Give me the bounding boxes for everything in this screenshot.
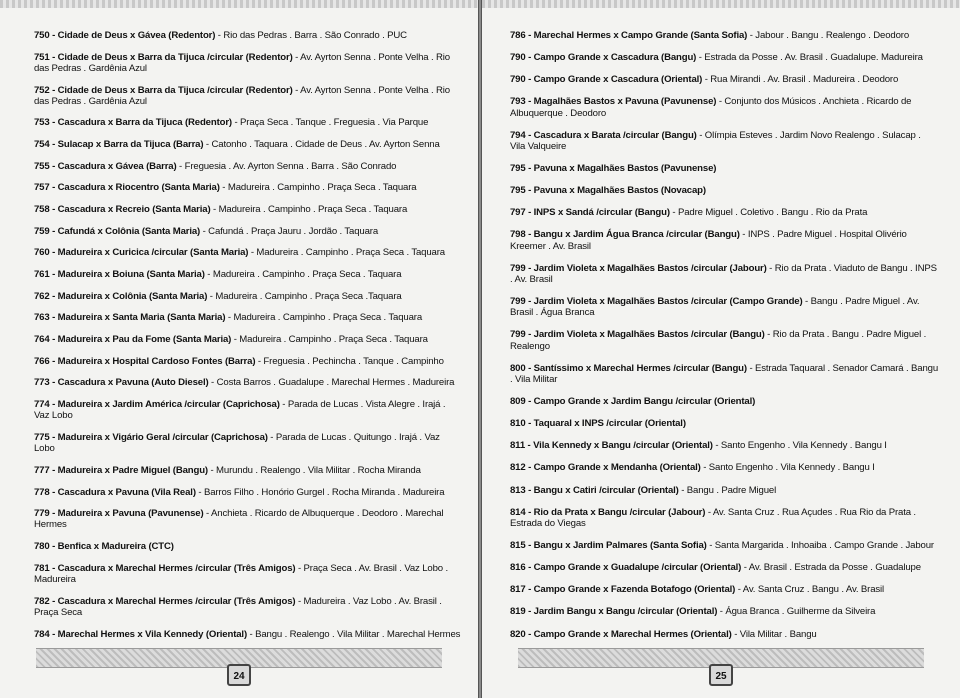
route-name: 758 - Cascadura x Recreio (Santa Maria) (34, 204, 211, 216)
route-entry (34, 541, 462, 552)
route-name: 752 - Cidade de Deus x Barra da Tijuca /circular (Redentor) (34, 84, 293, 96)
route-name: 782 - Cascadura x Marechal Hermes /circular (Três Amigos) (34, 595, 296, 607)
route-name: 760 - Madureira x Curicica /circular (Santa Maria) (34, 247, 249, 259)
route-name: 795 - Pavuna x Magalhães Bastos (Pavunense) (510, 163, 717, 175)
route-stops: - Av. Santa Cruz . Bangu . Av. Brasil (735, 584, 884, 596)
route-entry (510, 296, 938, 318)
route-entry (34, 356, 462, 367)
route-entry (34, 161, 462, 172)
route-name: 778 - Cascadura x Pavuna (Vila Real) (34, 486, 196, 498)
route-stops: - Av. Ayrton Senna . Ponte Velha . Rio das Pedras . Gardênia Azul (34, 84, 450, 107)
route-entry (34, 312, 462, 323)
route-name: 811 - Vila Kennedy x Bangu /circular (Oriental) (510, 440, 713, 452)
right-page (481, 0, 960, 698)
route-stops: - Madureira . Campinho . Praça Seca . Taquara (204, 269, 402, 281)
route-stops: - Costa Barros . Guadalupe . Marechal Hermes . Madureira (208, 377, 455, 389)
route-stops: - Av. Brasil . Estrada da Posse . Guadalupe (741, 562, 921, 574)
route-stops: - Murundu . Realengo . Vila Militar . Rocha Miranda (207, 464, 421, 476)
route-entry (510, 562, 938, 573)
route-name: 814 - Rio da Prata x Bangu /circular (Jabour) (510, 506, 706, 518)
route-name: 781 - Cascadura x Marechal Hermes /circular (Três Amigos) (34, 562, 296, 574)
route-name: 799 - Jardim Violeta x Magalhães Bastos /circular (Bangu) (510, 329, 765, 341)
route-name: 794 - Cascadura x Barata /circular (Bangu) (510, 129, 697, 141)
route-stops: - Praça Seca . Av. Brasil . Vaz Lobo . Madureira (34, 562, 448, 585)
route-stops: - Bangu . Padre Miguel . Av. Brasil . Água Branca (510, 296, 920, 319)
route-stops: - Padre Miguel . Coletivo . Bangu . Rio da Prata (669, 207, 868, 219)
route-name: 798 - Bangu x Jardim Água Branca /circular (Bangu) (510, 229, 740, 241)
route-entry (510, 396, 938, 407)
route-entry (34, 30, 462, 41)
route-entry (34, 508, 462, 530)
route-name: 819 - Jardim Bangu x Bangu /circular (Oriental) (510, 606, 718, 618)
route-name: 762 - Madureira x Colônia (Santa Maria) (34, 290, 208, 302)
route-entry (510, 540, 938, 551)
route-stops: - Madureira . Vaz Lobo . Av. Brasil . Praça Seca (34, 595, 442, 618)
route-stops: - INPS . Padre Miguel . Hospital Olivério Kreemer . Av. Brasil (510, 229, 907, 252)
route-entry (34, 629, 462, 640)
route-stops: - Água Branca . Guilherme da Silveira (717, 606, 876, 618)
route-name: 812 - Campo Grande x Mendanha (Oriental) (510, 462, 701, 474)
route-stops: - Madureira . Campinho . Praça Seca . Taquara (248, 247, 445, 259)
route-stops: - Av. Ayrton Senna . Ponte Velha . Rio das Pedras . Gardênia Azul (34, 51, 450, 74)
route-name: 820 - Campo Grande x Marechal Hermes (Oriental) (510, 628, 732, 640)
route-name: 790 - Campo Grande x Cascadura (Oriental) (510, 74, 703, 86)
route-entry (510, 606, 938, 617)
route-stops: - Vila Militar . Bangu (731, 628, 817, 640)
route-stops: - Madureira . Campinho . Praça Seca . Taquara (210, 204, 408, 216)
route-stops: - Barros Filho . Honório Gurgel . Rocha Miranda . Madureira (195, 486, 445, 498)
route-stops: - Estrada da Posse . Av. Brasil . Guadalupe. Madureira (696, 52, 923, 64)
route-list-right (510, 30, 938, 640)
route-stops: - Jabour . Bangu . Realengo . Deodoro (747, 30, 909, 41)
route-name: 817 - Campo Grande x Fazenda Botafogo (Oriental) (510, 584, 736, 596)
route-stops: - Madureira . Campinho . Praça Seca . Taquara (225, 312, 422, 324)
route-name: 800 - Santíssimo x Marechal Hermes /circular (Bangu) (510, 362, 747, 374)
route-stops: - Anchieta . Ricardo de Albuquerque . Deodoro . Marechal Hermes (34, 508, 444, 531)
route-entry (510, 163, 938, 174)
route-name: 786 - Marechal Hermes x Campo Grande (Santa Sofia) (510, 30, 748, 41)
route-stops: - Santo Engenho . Vila Kennedy . Bangu I (712, 440, 887, 452)
route-name: 759 - Cafundá x Colônia (Santa Maria) (34, 225, 201, 237)
route-name: 757 - Cascadura x Riocentro (Santa Maria) (34, 182, 220, 194)
route-entry (34, 399, 462, 421)
route-name: 797 - INPS x Sandá /circular (Bangu) (510, 207, 670, 219)
route-entry (34, 139, 462, 150)
route-stops: - Parada de Lucas . Quitungo . Irajá . Vaz Lobo (34, 432, 440, 455)
route-entry (510, 584, 938, 595)
route-entry (510, 96, 938, 118)
route-entry (510, 507, 938, 529)
route-entry (510, 52, 938, 63)
top-border (0, 0, 478, 8)
page-number: 25 (709, 664, 733, 686)
route-name: 780 - Benfica x Madureira (CTC) (34, 541, 174, 553)
route-name: 813 - Bangu x Catiri /circular (Oriental) (510, 484, 679, 496)
route-name: 753 - Cascadura x Barra da Tijuca (Redentor) (34, 117, 232, 129)
route-entry (510, 207, 938, 218)
route-entry (34, 247, 462, 258)
route-entry (510, 185, 938, 196)
route-entry (34, 52, 462, 74)
route-stops: - Bangu . Padre Miguel (678, 484, 777, 496)
route-stops: - Catonho . Taquara . Cidade de Deus . Av. Ayrton Senna (203, 139, 440, 151)
route-entry (34, 226, 462, 237)
route-name: 815 - Bangu x Jardim Palmares (Santa Sofia) (510, 540, 707, 551)
route-name: 755 - Cascadura x Gávea (Barra) (34, 160, 177, 172)
route-entry (510, 629, 938, 640)
route-name: 790 - Campo Grande x Cascadura (Bangu) (510, 52, 697, 64)
top-border (482, 0, 960, 8)
route-entry (34, 204, 462, 215)
route-stops: - Madureira . Campinho . Praça Seca .Taquara (207, 290, 402, 302)
route-name: 795 - Pavuna x Magalhães Bastos (Novacap) (510, 185, 706, 197)
route-entry (34, 117, 462, 128)
route-stops: - Rua Mirandi . Av. Brasil . Madureira . Deodoro (702, 74, 899, 86)
route-name: 763 - Madureira x Santa Maria (Santa Maria) (34, 312, 226, 324)
route-entry (510, 418, 938, 429)
route-stops: - Santa Margarida . Inhoaiba . Campo Grande . Jabour (706, 540, 934, 551)
route-name: 750 - Cidade de Deus x Gávea (Redentor) (34, 30, 216, 41)
route-entry (510, 30, 938, 41)
left-page (0, 0, 479, 698)
route-stops: - Rio da Prata . Viaduto de Bangu . INPS . Av. Brasil (510, 262, 937, 285)
route-entry (34, 291, 462, 302)
route-name: 810 - Taquaral x INPS /circular (Oriental) (510, 418, 686, 430)
route-name: 766 - Madureira x Hospital Cardoso Fontes (Barra) (34, 355, 256, 367)
route-name: 793 - Magalhães Bastos x Pavuna (Pavunense) (510, 96, 717, 108)
route-stops: - Conjunto dos Músicos . Anchieta . Ricardo de Albuquerque . Deodoro (510, 96, 912, 119)
route-entry (510, 329, 938, 351)
route-stops: - Olímpia Esteves . Jardim Novo Realengo . Sulacap . Vila Valqueire (510, 129, 921, 152)
route-entry (34, 85, 462, 107)
route-name: 799 - Jardim Violeta x Magalhães Bastos /circular (Jabour) (510, 262, 767, 274)
route-stops: - Av. Santa Cruz . Rua Açudes . Rua Rio da Prata . Estrada do Viegas (510, 506, 916, 529)
route-entry (510, 485, 938, 496)
route-name: 761 - Madureira x Boiuna (Santa Maria) (34, 269, 205, 281)
route-entry (34, 465, 462, 476)
route-name: 773 - Cascadura x Pavuna (Auto Diesel) (34, 377, 209, 389)
route-stops: - Rio das Pedras . Barra . São Conrado . PUC (215, 30, 407, 41)
route-stops: - Estrada Taquaral . Senador Camará . Bangu . Vila Militar (510, 362, 939, 385)
route-name: 816 - Campo Grande x Guadalupe /circular (Oriental) (510, 562, 742, 574)
route-entry (34, 596, 462, 618)
route-entry (510, 440, 938, 451)
route-entry (34, 487, 462, 498)
route-name: 777 - Madureira x Padre Miguel (Bangu) (34, 464, 208, 476)
route-name: 764 - Madureira x Pau da Fome (Santa Maria) (34, 334, 232, 346)
route-stops: - Madureira . Campinho . Praça Seca . Taquara (219, 182, 417, 194)
route-stops: - Praça Seca . Tanque . Freguesia . Via Parque (231, 117, 429, 129)
route-entry (34, 269, 462, 280)
route-entry (34, 334, 462, 345)
route-stops: - Cafundá . Praça Jauru . Jordão . Taquara (200, 225, 379, 237)
route-name: 751 - Cidade de Deus x Barra da Tijuca /circular (Redentor) (34, 51, 293, 63)
route-entry (510, 74, 938, 85)
route-name: 775 - Madureira x Vigário Geral /circular (Caprichosa) (34, 432, 268, 444)
route-stops: - Freguesia . Pechincha . Tanque . Campinho (255, 355, 444, 367)
route-entry (510, 363, 938, 385)
route-entry (510, 462, 938, 473)
route-entry (34, 182, 462, 193)
route-stops: - Rio da Prata . Bangu . Padre Miguel . Realengo (510, 329, 927, 352)
route-entry (510, 130, 938, 152)
route-stops: - Freguesia . Av. Ayrton Senna . Barra . São Conrado (176, 160, 397, 172)
route-name: 754 - Sulacap x Barra da Tijuca (Barra) (34, 139, 204, 151)
route-stops: - Bangu . Realengo . Vila Militar . Marechal Hermes (247, 628, 461, 640)
route-name: 774 - Madureira x Jardim América /circular (Caprichosa) (34, 399, 280, 411)
route-entry (34, 432, 462, 454)
route-stops: - Santo Engenho . Vila Kennedy . Bangu I (700, 462, 875, 474)
route-list-left (34, 30, 462, 640)
route-entry (34, 377, 462, 388)
route-name: 809 - Campo Grande x Jardim Bangu /circular (Oriental) (510, 396, 756, 408)
route-entry (510, 229, 938, 251)
route-entry (34, 563, 462, 585)
route-entry (510, 263, 938, 285)
route-name: 799 - Jardim Violeta x Magalhães Bastos /circular (Campo Grande) (510, 296, 803, 308)
route-stops: - Madureira . Campinho . Praça Seca . Taquara (231, 334, 428, 346)
page-number: 24 (227, 664, 251, 686)
route-name: 784 - Marechal Hermes x Vila Kennedy (Oriental) (34, 628, 247, 640)
route-stops: - Parada de Lucas . Vista Alegre . Irajá . Vaz Lobo (34, 399, 446, 422)
route-name: 779 - Madureira x Pavuna (Pavunense) (34, 508, 204, 520)
